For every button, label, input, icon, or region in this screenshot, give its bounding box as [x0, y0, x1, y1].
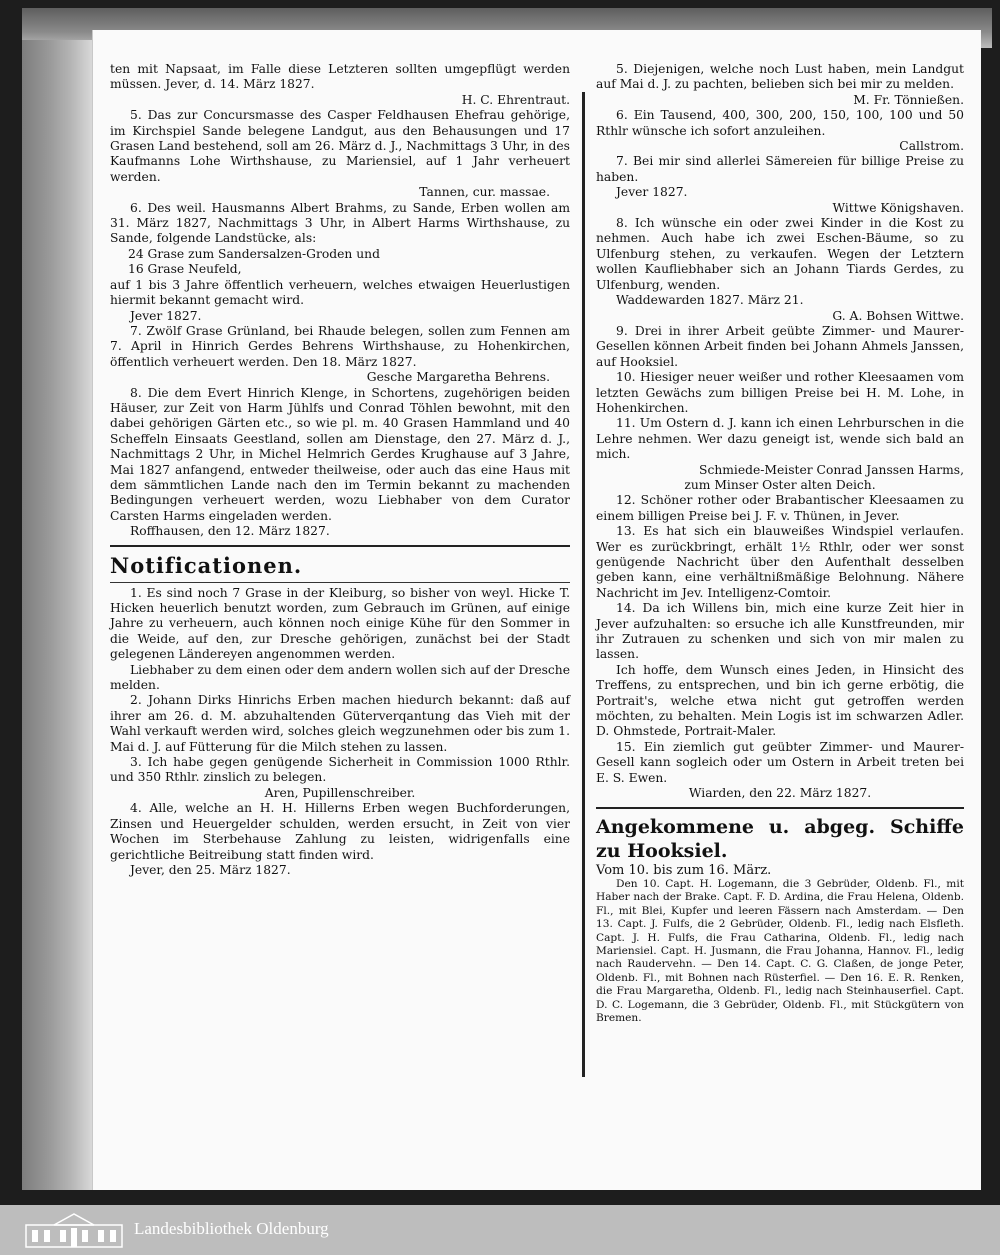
paragraph: 9. Drei in ihrer Arbeit geübte Zimmer- und Maurer-Gesellen können Arbeit finden bei Johann Ahmels Janssen, auf Hooksiel. — [596, 323, 964, 369]
column-rule — [582, 92, 585, 1077]
signature: Callstrom. — [899, 139, 964, 154]
paragraph: 6. Ein Tausend, 400, 300, 200, 150, 100, 100 und 50 Rthlr wünsche ich sofort anzuleihen. — [596, 108, 964, 138]
paragraph: 11. Um Ostern d. J. kann ich einen Lehrburschen in die Lehre nehmen. Wer dazu geneigt ist, wende sich bald an mich. — [596, 416, 964, 462]
section-subheading: Vom 10. bis zum 16. März. — [596, 862, 772, 878]
paragraph: ten mit Napsaat, im Falle diese Letzteren sollten umgepflügt werden müssen. Jever, d. 14. März 1827. — [110, 62, 570, 92]
paragraph: 6. Des weil. Hausmanns Albert Brahms, zu Sande, Erben wollen am 31. März 1827, Nachmittags 3 Uhr, in Albert Harms Wirthshause, zu Sande, folgende Landstücke, als: — [110, 200, 570, 246]
dateline: Wiarden, den 22. März 1827. — [688, 786, 872, 801]
paragraph: Ich hoffe, dem Wunsch eines Jeden, in Hinsicht des Treffens, zu entsprechen, und bin ich gerne erbötig, die Portrait's, welche etwa nicht gut getroffen werden möchten, zu behalten. Mein Logis ist im schwarzen Adler. D. Ohmstede, Portrait-Maler. — [596, 662, 964, 739]
signature: Wittwe Königshaven. — [832, 200, 964, 215]
paragraph: auf 1 bis 3 Jahre öffentlich verheuern, welches etwaigen Heuerlustigen hiermit bekannt gemacht wird. — [110, 277, 570, 308]
book-page-edges — [22, 40, 92, 1190]
paragraph: 1. Es sind noch 7 Grase in der Kleiburg, so bisher von weyl. Hicke T. Hicken heuerlich benutzt worden, zum Gebrauch im Grünen, auf einige Jahre zu verheuern, auch können noch einige Kühe für den Sommer in die Weide, auf den, zur Dresche gehörigen, zunächst bei der Stadt gelegenen Ländereyen angenommen werden. — [110, 585, 570, 662]
signature: H. C. Ehrentraut. — [461, 92, 570, 107]
list-item: 24 Grase zum Sandersalzen-Groden und — [128, 246, 380, 261]
paragraph: 3. Ich habe gegen genügende Sicherheit in Commission 1000 Rthlr. und 350 Rthlr. zinslich zu belegen. — [110, 755, 570, 785]
paragraph: 15. Ein ziemlich gut geübter Zimmer- und Maurer-Gesell kann sogleich oder um Ostern in Arbeit treten bei E. S. Ewen. — [596, 739, 964, 785]
heading-rule — [110, 582, 570, 583]
paragraph: 5. Diejenigen, welche noch Lust haben, mein Landgut auf Mai d. J. zu pachten, belieben sich bei mir zu melden. — [596, 62, 964, 92]
paragraph: 8. Ich wünsche ein oder zwei Kinder in die Kost zu nehmen. Auch habe ich zwei Eschen-Bäume, so zu Ulfenburg stehen, zu verkaufen. Wegen der Letztern wollen Kaufliebhaber sich an Johann Tiards Gerdes, zu Ulfenburg, wenden. — [596, 216, 964, 292]
left-column — [110, 62, 570, 878]
library-building-logo — [24, 1211, 124, 1249]
paragraph: 14. Da ich Willens bin, mich eine kurze Zeit hier in Jever aufzuhalten: so ersuche ich alle Kunstfreunden, mir ihr Zutrauen zu schenken und sich von mir malen zu lassen. — [596, 601, 964, 662]
paragraph: 7. Zwölf Grase Grünland, bei Rhaude belegen, sollen zum Fennen am 7. April in Hinrich Gerdes Behrens Wirthshause, zu Hohenkirchen, öffentlich verheuert werden. Den 18. März 1827. — [110, 323, 570, 369]
paragraph: 12. Schöner rother oder Brabantischer Kleesaamen zu einem billigen Preise bei J. F. v. Thünen, in Jever. — [596, 493, 964, 523]
section-heading: Notificationen. — [110, 552, 303, 578]
dateline: Jever 1827. — [616, 185, 688, 200]
signature: Aren, Pupillenschreiber. — [264, 785, 416, 800]
paragraph: 7. Bei mir sind allerlei Sämereien für billige Preise zu haben. — [596, 154, 964, 184]
signature: M. Fr. Tönnießen. — [853, 92, 964, 107]
dateline: Jever, den 25. März 1827. — [130, 862, 291, 877]
dateline: Jever 1827. — [130, 308, 202, 323]
right-column — [596, 62, 964, 1025]
paragraph: 5. Das zur Concursmasse des Casper Feldhausen Ehefrau gehörige, im Kirchspiel Sande belegene Landgut, aus den Behausungen und 17 Grasen Land bestehend, soll am 26. März d. J., Nachmittags 3 Uhr, in des Kaufmanns Lohe Wirthshause, zu Mariensiel, auf 1 Jahr verheuert werden. — [110, 108, 570, 184]
list-item: 16 Grase Neufeld, — [128, 262, 242, 277]
section-divider — [110, 545, 570, 547]
paragraph: 8. Die dem Evert Hinrich Klenge, in Schortens, zugehörigen beiden Häuser, zur Zeit von Harm Jühlfs und Conrad Töhlen bewohnt, mit den dabei gehörigen Gärten etc., so wie pl. m. 40 Grasen Hammland und 40 Scheffeln Einsaats Geestland, sollen am Dienstage, den 27. März d. J., Nachmittags 2 Uhr, in Michel Helmrich Gerdes Krughause auf 3 Jahre, Mai 1827 anfangend, entweder theilweise, oder auch das eine Haus mit dem sämmtlichen Lande nach den im Termin bekannt zu machenden Bedingungen verheuert werden, wozu Liebhaber von dem Curator Carsten Harms eingeladen werden. — [110, 385, 570, 523]
paragraph: Liebhaber zu dem einen oder dem andern wollen sich auf der Dresche melden. — [110, 662, 570, 693]
paragraph: 4. Alle, welche an H. H. Hillerns Erben wegen Buchforderungen, Zinsen und Heuergelder schulden, werden ersucht, in Zeit von vier Wochen im Sterbehause Zahlung zu leisten, widrigenfalls eine gerichtliche Beitreibung statt finden wird. — [110, 801, 570, 862]
section-heading: Angekommene u. abgeg. Schiffe zu Hooksiel. — [596, 815, 964, 862]
section-divider — [596, 807, 964, 809]
paragraph: Den 10. Capt. H. Logemann, die 3 Gebrüder, Oldenb. Fl., mit Haber nach der Brake. Capt. F. D. Ardina, die Frau Helena, Oldenb. Fl., mit Blei, Kupfer und leeren Fässern nach Amsterdam. — Den 13. Capt. J. Fulfs, die 2 Gebrüder, Oldenb. Fl., ledig nach Elsfleth. Capt. J. H. Fulfs, die Frau Catharina, Oldenb. Fl., ledig nach Mariensiel. Capt. H. Jusmann, die Frau Johanna, Hannov. Fl., ledig nach Raudervehn. — Den 14. Capt. C. G. Claßen, de jonge Peter, Oldenb. Fl., mit Bohnen nach Rüsterfiel. — Den 16. E. R. Renken, die Frau Margaretha, Oldenb. Fl., ledig nach Steinhauserfiel. Capt. D. C. Logemann, die 3 Gebrüder, Oldenb. Fl., mit Stückgütern von Bremen. — [596, 877, 964, 1024]
dateline: Roffhausen, den 12. März 1827. — [130, 524, 330, 539]
paragraph: 13. Es hat sich ein blauweißes Windspiel verlaufen. Wer es zurückbringt, erhält 1½ Rthlr, oder wer sonst genügende Nachricht über den Aufenthalt desselben geben kann, eine verhältnißmäßige Belohnung. Nähere Nachricht im Jev. Intelligenz-Comtoir. — [596, 524, 964, 600]
signature: Gesche Margaretha Behrens. — [366, 370, 550, 385]
paragraph: 2. Johann Dirks Hinrichs Erben machen hiedurch bekannt: daß auf ihrer am 26. d. M. abzuhaltenden Güterverqantung das Vieh mit der Wahl verkauft werden wird, solches gleich wegzunehmen oder bis zum 1. Mai d. J. auf Fütterung für die Milch stehen zu lassen. — [110, 693, 570, 754]
signature: Schmiede-Meister Conrad Janssen Harms, — [699, 462, 964, 477]
paragraph: 10. Hiesiger neuer weißer und rother Kleesaamen vom letzten Gewächs zum billigen Preise bei H. M. Lohe, in Hohenkirchen. — [596, 370, 964, 415]
signature: zum Minser Oster alten Deich. — [684, 477, 876, 492]
dateline: Waddewarden 1827. März 21. — [616, 293, 804, 308]
library-name: Landesbibliothek Oldenburg — [134, 1219, 329, 1238]
library-footer — [0, 1205, 1000, 1255]
signature: G. A. Bohsen Wittwe. — [832, 308, 964, 323]
signature: Tannen, cur. massae. — [419, 185, 550, 200]
